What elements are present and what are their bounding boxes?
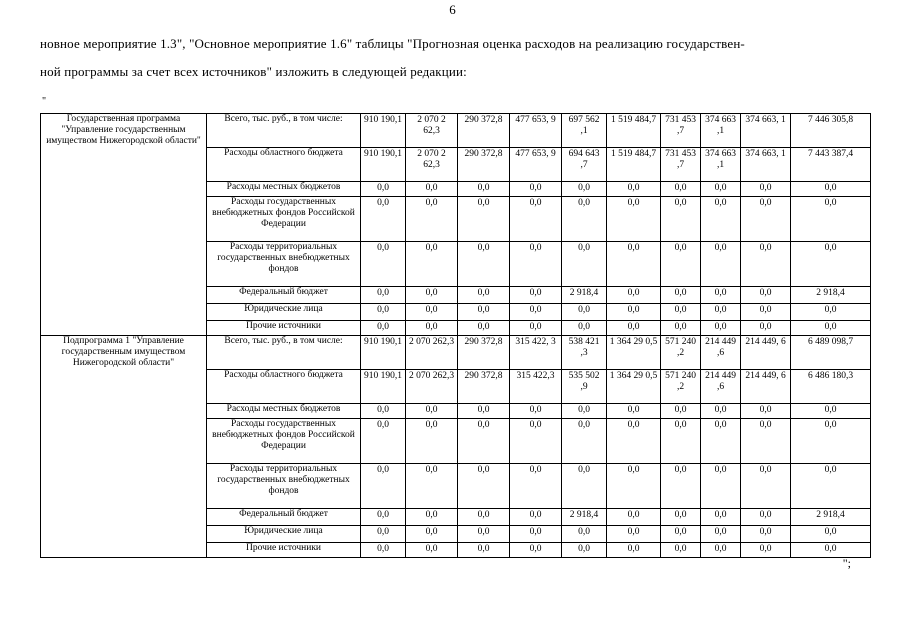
year-value-cell: 0,0	[406, 526, 458, 543]
intro-line-1: новное мероприятие 1.3", "Основное мероприятие 1.6" таблицы "Прогнозная оценка расходов на реализацию государствен-	[40, 36, 745, 51]
funding-source-label: Прочие источники	[207, 321, 361, 336]
year-value-cell: 2 918,4	[562, 509, 607, 526]
year-value-cell: 374 663, 1	[741, 148, 791, 182]
total-value-cell: 0,0	[791, 242, 871, 287]
year-value-cell: 0,0	[510, 543, 562, 558]
year-value-cell: 0,0	[406, 543, 458, 558]
year-value-cell: 571 240 ,2	[661, 370, 701, 404]
year-value-cell: 0,0	[510, 464, 562, 509]
year-value-cell: 374 663 ,1	[701, 114, 741, 148]
year-value-cell: 0,0	[741, 304, 791, 321]
year-value-cell: 0,0	[701, 197, 741, 242]
year-value-cell: 1 519 484,7	[607, 148, 661, 182]
year-value-cell: 290 372,8	[458, 114, 510, 148]
year-value-cell: 0,0	[510, 404, 562, 419]
total-value-cell: 0,0	[791, 464, 871, 509]
year-value-cell: 731 453 ,7	[661, 148, 701, 182]
year-value-cell: 538 421 ,3	[562, 336, 607, 370]
year-value-cell: 0,0	[406, 404, 458, 419]
year-value-cell: 0,0	[661, 242, 701, 287]
year-value-cell: 290 372,8	[458, 370, 510, 404]
year-value-cell: 731 453 ,7	[661, 114, 701, 148]
year-value-cell: 1 364 29 0,5	[607, 370, 661, 404]
year-value-cell: 0,0	[562, 182, 607, 197]
funding-source-label: Расходы областного бюджета	[207, 370, 361, 404]
year-value-cell: 0,0	[741, 321, 791, 336]
total-value-cell: 6 489 098,7	[791, 336, 871, 370]
total-value-cell: 7 443 387,4	[791, 148, 871, 182]
year-value-cell: 0,0	[741, 543, 791, 558]
total-value-cell: 6 486 180,3	[791, 370, 871, 404]
year-value-cell: 0,0	[741, 464, 791, 509]
year-value-cell: 2 070 262,3	[406, 336, 458, 370]
year-value-cell: 0,0	[406, 419, 458, 464]
year-value-cell: 0,0	[701, 526, 741, 543]
year-value-cell: 571 240 ,2	[661, 336, 701, 370]
year-value-cell: 910 190,1	[361, 336, 406, 370]
year-value-cell: 0,0	[661, 543, 701, 558]
year-value-cell: 0,0	[562, 304, 607, 321]
year-value-cell: 0,0	[661, 304, 701, 321]
year-value-cell: 0,0	[701, 287, 741, 304]
year-value-cell: 315 422,3	[510, 370, 562, 404]
year-value-cell: 2 918,4	[562, 287, 607, 304]
year-value-cell: 0,0	[458, 464, 510, 509]
closing-quote-mark: ";	[842, 556, 851, 570]
total-value-cell: 0,0	[791, 404, 871, 419]
page-number: 6	[449, 2, 456, 17]
year-value-cell: 214 449, 6	[741, 336, 791, 370]
year-value-cell: 0,0	[607, 182, 661, 197]
funding-source-label: Расходы государственных внебюджетных фондов Российской Федерации	[207, 197, 361, 242]
year-value-cell: 0,0	[661, 419, 701, 464]
year-value-cell: 0,0	[406, 304, 458, 321]
year-value-cell: 0,0	[701, 543, 741, 558]
year-value-cell: 0,0	[361, 464, 406, 509]
funding-source-label: Всего, тыс. руб., в том числе:	[207, 114, 361, 148]
year-value-cell: 2 070 2 62,3	[406, 114, 458, 148]
year-value-cell: 290 372,8	[458, 148, 510, 182]
year-value-cell: 0,0	[607, 321, 661, 336]
year-value-cell: 0,0	[562, 419, 607, 464]
total-value-cell: 2 918,4	[791, 287, 871, 304]
year-value-cell: 0,0	[458, 543, 510, 558]
year-value-cell: 477 653, 9	[510, 148, 562, 182]
year-value-cell: 910 190,1	[361, 370, 406, 404]
intro-line-2: ной программы за счет всех источников" изложить в следующей редакции:	[40, 64, 467, 79]
year-value-cell: 0,0	[406, 242, 458, 287]
year-value-cell: 0,0	[661, 404, 701, 419]
year-value-cell: 0,0	[458, 304, 510, 321]
year-value-cell: 290 372,8	[458, 336, 510, 370]
year-value-cell: 0,0	[406, 182, 458, 197]
year-value-cell: 2 070 262,3	[406, 370, 458, 404]
year-value-cell: 0,0	[361, 509, 406, 526]
year-value-cell: 0,0	[607, 304, 661, 321]
year-value-cell: 0,0	[741, 242, 791, 287]
year-value-cell: 0,0	[361, 526, 406, 543]
year-value-cell: 1 364 29 0,5	[607, 336, 661, 370]
year-value-cell: 0,0	[562, 526, 607, 543]
year-value-cell: 0,0	[607, 197, 661, 242]
year-value-cell: 0,0	[361, 242, 406, 287]
year-value-cell: 0,0	[406, 197, 458, 242]
year-value-cell: 0,0	[510, 509, 562, 526]
year-value-cell: 535 502 ,9	[562, 370, 607, 404]
year-value-cell: 0,0	[607, 509, 661, 526]
year-value-cell: 697 562 ,1	[562, 114, 607, 148]
year-value-cell: 0,0	[607, 526, 661, 543]
year-value-cell: 374 663, 1	[741, 114, 791, 148]
table-row	[41, 114, 871, 148]
year-value-cell: 0,0	[510, 304, 562, 321]
total-value-cell: 0,0	[791, 182, 871, 197]
funding-source-label: Прочие источники	[207, 543, 361, 558]
year-value-cell: 0,0	[510, 182, 562, 197]
year-value-cell: 0,0	[361, 543, 406, 558]
year-value-cell: 214 449 ,6	[701, 336, 741, 370]
year-value-cell: 0,0	[406, 287, 458, 304]
year-value-cell: 0,0	[607, 242, 661, 287]
year-value-cell: 0,0	[458, 182, 510, 197]
funding-source-label: Расходы областного бюджета	[207, 148, 361, 182]
year-value-cell: 0,0	[406, 464, 458, 509]
year-value-cell: 0,0	[741, 419, 791, 464]
year-value-cell: 315 422, 3	[510, 336, 562, 370]
funding-source-label: Федеральный бюджет	[207, 509, 361, 526]
year-value-cell: 0,0	[458, 509, 510, 526]
program-name-cell: Подпрограмма 1 "Управление государственным имуществом Нижегородской области"	[41, 336, 207, 558]
year-value-cell: 0,0	[562, 464, 607, 509]
funding-source-label: Федеральный бюджет	[207, 287, 361, 304]
year-value-cell: 0,0	[510, 526, 562, 543]
total-value-cell: 0,0	[791, 321, 871, 336]
total-value-cell: 2 918,4	[791, 509, 871, 526]
year-value-cell: 0,0	[562, 404, 607, 419]
funding-source-label: Всего, тыс. руб., в том числе:	[207, 336, 361, 370]
year-value-cell: 0,0	[458, 287, 510, 304]
year-value-cell: 0,0	[361, 287, 406, 304]
year-value-cell: 1 519 484,7	[607, 114, 661, 148]
funding-source-label: Расходы местных бюджетов	[207, 404, 361, 419]
total-value-cell: 0,0	[791, 419, 871, 464]
funding-source-label: Расходы территориальных государственных внебюджетных фондов	[207, 464, 361, 509]
year-value-cell: 0,0	[510, 419, 562, 464]
total-value-cell: 0,0	[791, 526, 871, 543]
total-value-cell: 7 446 305,8	[791, 114, 871, 148]
year-value-cell: 0,0	[741, 197, 791, 242]
year-value-cell: 0,0	[361, 197, 406, 242]
total-value-cell: 0,0	[791, 197, 871, 242]
intro-paragraph	[40, 30, 870, 86]
year-value-cell: 694 643 ,7	[562, 148, 607, 182]
year-value-cell: 0,0	[741, 287, 791, 304]
year-value-cell: 0,0	[607, 419, 661, 464]
program-name-cell: Государственная программа "Управление государственным имуществом Нижегородской области"	[41, 114, 207, 336]
year-value-cell: 374 663 ,1	[701, 148, 741, 182]
total-value-cell: 0,0	[791, 543, 871, 558]
year-value-cell: 0,0	[510, 287, 562, 304]
opening-quote-mark: "	[42, 96, 47, 107]
year-value-cell: 0,0	[701, 242, 741, 287]
year-value-cell: 0,0	[607, 404, 661, 419]
year-value-cell: 0,0	[361, 419, 406, 464]
year-value-cell: 0,0	[661, 526, 701, 543]
year-value-cell: 910 190,1	[361, 148, 406, 182]
year-value-cell: 0,0	[562, 321, 607, 336]
year-value-cell: 0,0	[701, 304, 741, 321]
year-value-cell: 0,0	[510, 197, 562, 242]
year-value-cell: 0,0	[458, 197, 510, 242]
year-value-cell: 0,0	[562, 242, 607, 287]
year-value-cell: 0,0	[458, 526, 510, 543]
year-value-cell: 0,0	[458, 404, 510, 419]
year-value-cell: 0,0	[458, 419, 510, 464]
year-value-cell: 0,0	[458, 321, 510, 336]
year-value-cell: 0,0	[458, 242, 510, 287]
year-value-cell: 477 653, 9	[510, 114, 562, 148]
year-value-cell: 0,0	[701, 321, 741, 336]
year-value-cell: 0,0	[406, 509, 458, 526]
year-value-cell: 0,0	[701, 464, 741, 509]
year-value-cell: 0,0	[361, 182, 406, 197]
year-value-cell: 0,0	[741, 509, 791, 526]
year-value-cell: 0,0	[741, 526, 791, 543]
year-value-cell: 0,0	[361, 321, 406, 336]
year-value-cell: 214 449 ,6	[701, 370, 741, 404]
funding-source-label: Расходы государственных внебюджетных фондов Российской Федерации	[207, 419, 361, 464]
year-value-cell: 0,0	[701, 509, 741, 526]
funding-source-label: Расходы территориальных государственных внебюджетных фондов	[207, 242, 361, 287]
year-value-cell: 0,0	[361, 404, 406, 419]
year-value-cell: 0,0	[361, 304, 406, 321]
year-value-cell: 0,0	[661, 509, 701, 526]
funding-source-label: Юридические лица	[207, 526, 361, 543]
year-value-cell: 910 190,1	[361, 114, 406, 148]
year-value-cell: 2 070 2 62,3	[406, 148, 458, 182]
year-value-cell: 0,0	[661, 182, 701, 197]
year-value-cell: 0,0	[406, 321, 458, 336]
year-value-cell: 0,0	[607, 287, 661, 304]
year-value-cell: 0,0	[661, 287, 701, 304]
year-value-cell: 0,0	[607, 464, 661, 509]
year-value-cell: 0,0	[562, 543, 607, 558]
year-value-cell: 0,0	[661, 321, 701, 336]
year-value-cell: 0,0	[661, 464, 701, 509]
year-value-cell: 0,0	[562, 197, 607, 242]
funding-source-label: Юридические лица	[207, 304, 361, 321]
year-value-cell: 0,0	[510, 321, 562, 336]
year-value-cell: 0,0	[741, 182, 791, 197]
year-value-cell: 0,0	[510, 242, 562, 287]
expenditure-table	[40, 113, 871, 558]
year-value-cell: 0,0	[701, 419, 741, 464]
year-value-cell: 214 449, 6	[741, 370, 791, 404]
total-value-cell: 0,0	[791, 304, 871, 321]
year-value-cell: 0,0	[661, 197, 701, 242]
year-value-cell: 0,0	[701, 404, 741, 419]
year-value-cell: 0,0	[607, 543, 661, 558]
table-row	[41, 336, 871, 370]
funding-source-label: Расходы местных бюджетов	[207, 182, 361, 197]
year-value-cell: 0,0	[701, 182, 741, 197]
year-value-cell: 0,0	[741, 404, 791, 419]
